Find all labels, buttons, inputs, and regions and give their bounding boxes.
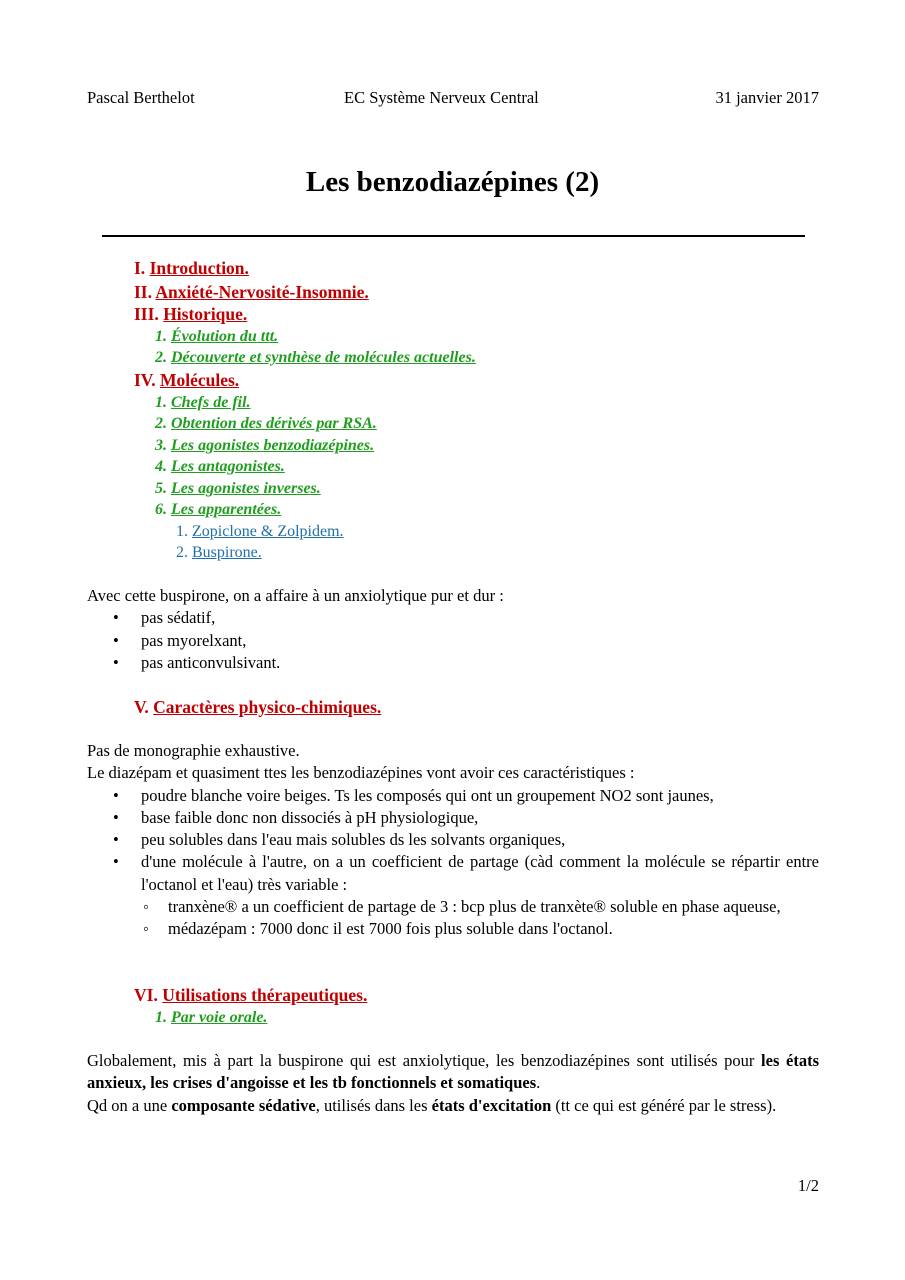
page-header	[87, 88, 819, 110]
section-number: V.	[134, 697, 154, 717]
section-label: Par voie orale.	[171, 1009, 268, 1026]
toc-number: 1.	[176, 523, 192, 540]
toc-item-buspirone[interactable]	[176, 544, 262, 562]
page-number: 1/2	[797, 1176, 819, 1195]
toc-number: II.	[134, 282, 156, 302]
toc-label: Introduction.	[149, 258, 249, 278]
toc-item-historique[interactable]	[134, 304, 247, 325]
list-item: • d'une molécule à l'autre, on a un coefficient de partage (càd comment la molécule se répartir entre l'octanol et l'eau) très variable :	[87, 851, 819, 896]
section-number: 1.	[155, 1009, 171, 1026]
text-run: Qd on a une	[87, 1095, 172, 1115]
header-author: Pascal Berthelot	[87, 88, 195, 107]
uses-paragraph-1	[87, 1050, 819, 1095]
section-vi-heading	[134, 985, 367, 1006]
bold-run: états d'excitation	[431, 1095, 552, 1115]
bold-run: les états anxieux, les crises d'angoisse et les tb fonctionnels et somatiques	[87, 1051, 819, 1093]
toc-item-molecules[interactable]	[134, 370, 239, 391]
toc-label: Les agonistes inverses.	[171, 480, 321, 497]
sub-list-item: ◦ médazépam : 7000 donc il est 7000 fois plus soluble dans l'octanol.	[87, 918, 819, 940]
title-divider	[102, 235, 805, 237]
text-run: , utilisés dans les	[315, 1095, 432, 1115]
toc-item-obtention[interactable]	[155, 415, 377, 433]
toc-label: Obtention des dérivés par RSA.	[171, 415, 377, 432]
bold-run: composante sédative	[171, 1095, 316, 1115]
text-run: .	[536, 1073, 541, 1093]
toc-item-apparentees[interactable]	[155, 501, 281, 519]
toc-label: Buspirone.	[192, 544, 262, 561]
toc-number: I.	[134, 258, 150, 278]
toc-item-agonistes[interactable]	[155, 437, 374, 455]
toc-label: Anxiété-Nervosité-Insomnie.	[155, 282, 369, 302]
toc-item-zopiclone[interactable]	[176, 523, 344, 541]
toc-label: Les apparentées.	[171, 501, 282, 518]
toc-label: Zopiclone & Zolpidem.	[192, 523, 344, 540]
toc-label: Molécules.	[159, 370, 240, 390]
physico-block	[87, 740, 819, 941]
section-number: VI.	[134, 985, 163, 1005]
toc-number: 5.	[155, 480, 171, 497]
toc-label: Les agonistes benzodiazépines.	[171, 437, 375, 454]
toc-label: Historique.	[163, 304, 248, 324]
toc-label: Chefs de fil.	[171, 394, 251, 411]
toc-item-antagonistes[interactable]	[155, 458, 285, 476]
toc-item-evolution[interactable]	[155, 328, 278, 346]
text-run: (tt ce qui est généré par le stress).	[551, 1095, 777, 1115]
physico-line-1: Pas de monographie exhaustive.	[87, 741, 300, 760]
list-item: • peu solubles dans l'eau mais solubles ds les solvants organiques,	[87, 829, 819, 851]
toc-item-introduction[interactable]	[134, 258, 249, 279]
toc-label: Découverte et synthèse de molécules actuelles.	[171, 349, 476, 366]
toc-item-decouverte[interactable]	[155, 349, 476, 367]
toc-number: III.	[134, 304, 164, 324]
toc-number: 4.	[155, 458, 171, 475]
toc-label: Évolution du ttt.	[171, 328, 279, 345]
uses-block	[87, 1050, 819, 1117]
list-item: • base faible donc non dissociés à pH physiologique,	[87, 807, 819, 829]
toc-label: Les antagonistes.	[171, 458, 285, 475]
buspirone-block	[87, 585, 819, 674]
sub-list-item: ◦ tranxène® a un coefficient de partage de 3 : bcp plus de tranxète® soluble en phase aqueuse,	[87, 896, 819, 918]
physico-line-2: Le diazépam et quasiment ttes les benzodiazépines vont avoir ces caractéristiques :	[87, 763, 635, 783]
toc-number: 2.	[176, 544, 192, 561]
toc-number: 1.	[155, 394, 171, 411]
toc-number: 3.	[155, 437, 171, 454]
list-item: • pas sédatif,	[87, 607, 819, 629]
toc-number: IV.	[134, 370, 160, 390]
toc-item-anxiete[interactable]	[134, 282, 369, 303]
header-date: 31 janvier 2017	[715, 88, 819, 107]
physico-sublist	[87, 896, 819, 941]
section-label: Caractères physico-chimiques.	[153, 697, 382, 717]
toc-item-agonistes-inverses[interactable]	[155, 480, 321, 498]
buspirone-intro: Avec cette buspirone, on a affaire à un anxiolytique pur et dur :	[87, 586, 504, 605]
uses-paragraph-2	[87, 1095, 819, 1117]
header-course: EC Système Nerveux Central	[344, 88, 539, 107]
section-vi-1-heading	[155, 1009, 267, 1027]
physico-list	[87, 785, 819, 896]
toc-number: 2.	[155, 349, 171, 366]
list-item: • poudre blanche voire beiges. Ts les composés qui ont un groupement NO2 sont jaunes,	[87, 785, 819, 807]
buspirone-list	[87, 607, 819, 674]
list-item: • pas anticonvulsivant.	[87, 652, 819, 674]
list-item: • pas myorelxant,	[87, 630, 819, 652]
toc-item-chefs-de-fil[interactable]	[155, 394, 251, 412]
section-v-heading	[134, 697, 381, 718]
toc-number: 6.	[155, 501, 171, 518]
section-label: Utilisations thérapeutiques.	[162, 985, 368, 1005]
text-run: Globalement, mis à part la buspirone qui est anxiolytique, les benzodiazépines sont utilisés pour	[87, 1051, 762, 1070]
toc-number: 1.	[155, 328, 171, 345]
toc-number: 2.	[155, 415, 171, 432]
document-title: Les benzodiazépines (2)	[305, 166, 600, 198]
